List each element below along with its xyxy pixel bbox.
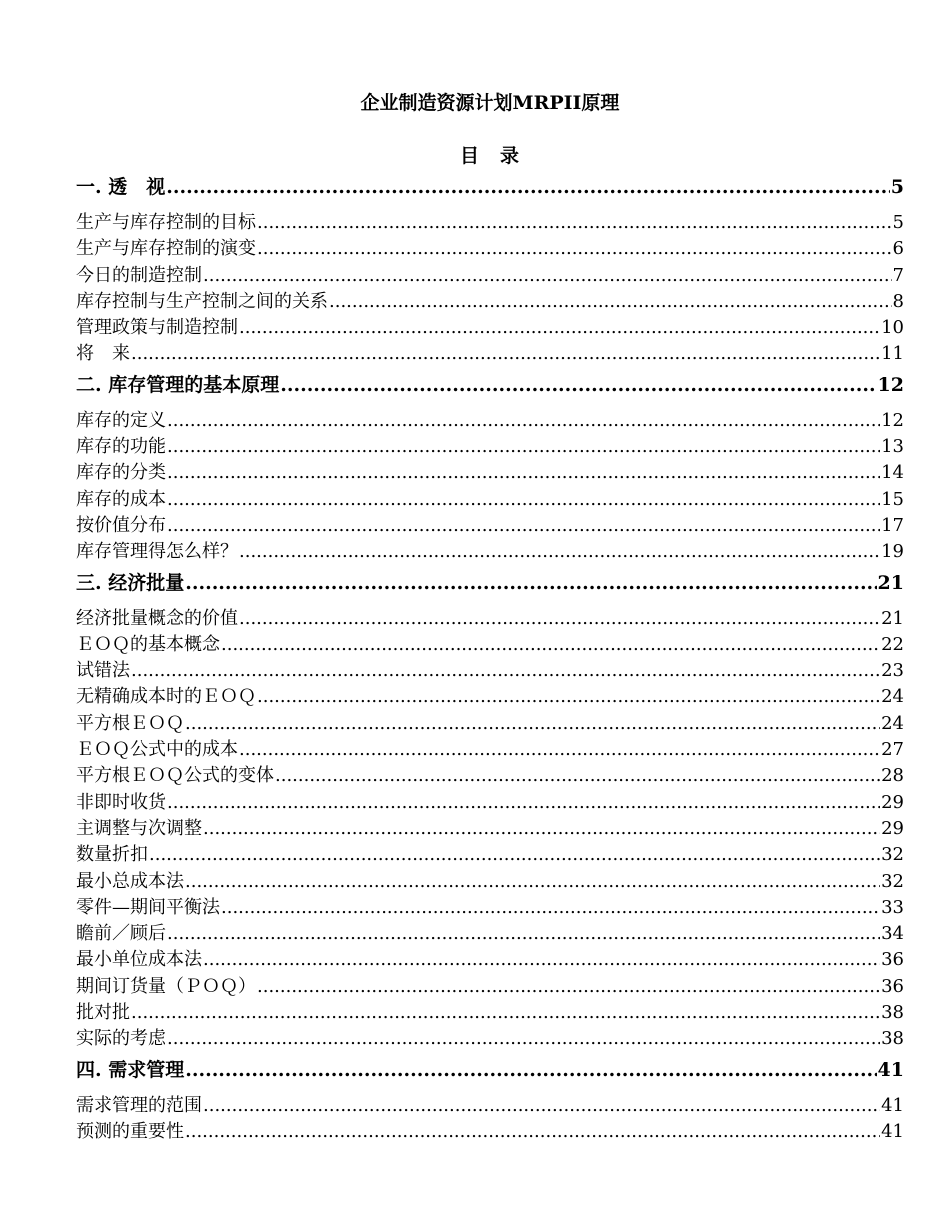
- toc-entry-label: 二. 库存管理的基本原理: [76, 373, 280, 396]
- toc-section-entry[interactable]: [76, 315, 904, 341]
- toc-dot-leader: [131, 341, 880, 367]
- toc-dot-leader: [239, 539, 880, 565]
- toc-dot-leader: [221, 895, 880, 921]
- toc-section-entry[interactable]: [76, 763, 904, 789]
- toc-page-number: 11: [881, 343, 904, 365]
- toc-entry-label: 预测的重要性: [76, 1120, 184, 1142]
- toc-section-entry[interactable]: [76, 1000, 904, 1026]
- document-page: [76, 88, 904, 1145]
- toc-entry-label: 库存的分类: [76, 462, 166, 484]
- toc-section-entry[interactable]: [76, 606, 904, 632]
- toc-page-number: 27: [881, 739, 904, 761]
- toc-section-entry[interactable]: [76, 895, 904, 921]
- toc-dot-leader: [167, 487, 880, 513]
- toc-entry-label: 实际的考虑: [76, 1028, 166, 1050]
- toc-page-number: 15: [881, 488, 904, 510]
- toc-page-number: 38: [881, 1028, 904, 1050]
- toc-section-entry[interactable]: [76, 434, 904, 460]
- toc-entry-label: 生产与库存控制的目标: [76, 212, 256, 233]
- toc-page-number: 12: [877, 373, 904, 396]
- toc-entry-label: 库存控制与生产控制之间的关系: [76, 290, 328, 312]
- toc-entry-label: 数量折扣: [76, 844, 148, 866]
- toc-section-entry[interactable]: [76, 408, 904, 434]
- toc-dot-leader: [166, 174, 890, 200]
- toc-dot-leader: [280, 372, 876, 398]
- toc-page-number: 14: [881, 462, 904, 484]
- toc-entry-label: 零件—期间平衡法: [76, 896, 220, 918]
- toc-section-entry[interactable]: [76, 816, 904, 842]
- toc-section-entry[interactable]: [76, 711, 904, 737]
- toc-entry-label: 非即时收货: [76, 791, 166, 813]
- toc-entry-label: 平方根ＥＯＱ: [76, 712, 184, 734]
- toc-chapter-entry[interactable]: [76, 570, 904, 596]
- toc-entry-label: 批对批: [76, 1002, 130, 1024]
- toc-section-entry[interactable]: [76, 1093, 904, 1119]
- toc-page-number: 22: [881, 633, 904, 655]
- toc-dot-leader: [275, 763, 880, 789]
- toc-page-number: 5: [892, 212, 904, 233]
- toc-section-entry[interactable]: [76, 632, 904, 658]
- toc-entry-label: 库存的定义: [76, 409, 166, 431]
- toc-dot-leader: [167, 513, 880, 539]
- toc-entry-label: 按价值分布: [76, 514, 166, 536]
- toc-page-number: 28: [881, 765, 904, 787]
- toc-dot-leader: [185, 869, 880, 895]
- toc-dot-leader: [203, 947, 880, 973]
- toc-heading: 目 录: [459, 145, 520, 167]
- toc-section-entry[interactable]: [76, 790, 904, 816]
- toc-dot-leader: [131, 1000, 880, 1026]
- toc-entry-label: 期间订货量（ＰＯＱ）: [76, 975, 256, 997]
- toc-section-entry[interactable]: [76, 947, 904, 973]
- toc-page-number: 29: [881, 817, 904, 839]
- toc-entry-label: 生产与库存控制的演变: [76, 238, 256, 260]
- toc-section-entry[interactable]: [76, 921, 904, 947]
- toc-dot-leader: [185, 1119, 880, 1145]
- toc-section-entry[interactable]: [76, 487, 904, 513]
- toc-page-number: 13: [881, 436, 904, 458]
- toc-dot-leader: [185, 711, 880, 737]
- toc-section-entry[interactable]: [76, 263, 904, 289]
- toc-dot-leader: [167, 790, 880, 816]
- toc-page-number: 21: [881, 607, 904, 629]
- toc-entry-label: 库存管理得怎么样？: [76, 541, 238, 563]
- toc-page-number: 24: [881, 686, 904, 708]
- toc-entry-label: 试错法: [76, 660, 130, 682]
- toc-page-number: 33: [881, 896, 904, 918]
- toc-dot-leader: [131, 658, 880, 684]
- toc-entry-label: 最小总成本法: [76, 870, 184, 892]
- toc-page-number: 12: [881, 409, 904, 431]
- toc-entry-label: 管理政策与制造控制: [76, 317, 238, 339]
- toc-dot-leader: [257, 236, 892, 262]
- toc-entry-label: ＥＯＱ公式中的成本: [76, 739, 238, 761]
- toc-page-number: 36: [881, 949, 904, 971]
- toc-dot-leader: [185, 570, 876, 596]
- toc-entry-label: 主调整与次调整: [76, 817, 202, 839]
- toc-entry-label: 四. 需求管理: [76, 1058, 185, 1081]
- toc-dot-leader: [257, 210, 892, 236]
- toc-page-number: 7: [892, 264, 904, 286]
- toc-page-number: 19: [881, 541, 904, 563]
- toc-section-entry[interactable]: [76, 842, 904, 868]
- toc-page-number: 32: [881, 870, 904, 892]
- toc-section-entry[interactable]: [76, 513, 904, 539]
- toc-page-number: 23: [881, 660, 904, 682]
- toc-entry-label: 需求管理的范围: [76, 1094, 202, 1116]
- toc-page-number: 41: [881, 1120, 904, 1142]
- toc-dot-leader: [257, 974, 880, 1000]
- toc-dot-leader: [167, 434, 880, 460]
- toc-dot-leader: [239, 737, 880, 763]
- toc-entry-label: 平方根ＥＯＱ公式的变体: [76, 765, 274, 787]
- toc-page-number: 34: [881, 923, 904, 945]
- toc-page-number: 10: [881, 317, 904, 339]
- toc-section-entry[interactable]: [76, 869, 904, 895]
- toc-section-entry[interactable]: [76, 1119, 904, 1145]
- toc-section-entry[interactable]: [76, 210, 904, 236]
- toc-dot-leader: [239, 315, 880, 341]
- toc-entry-label: 一. 透 视: [76, 176, 166, 198]
- toc-section-entry[interactable]: [76, 1026, 904, 1052]
- toc-page-number: 21: [877, 571, 904, 594]
- toc-section-entry[interactable]: [76, 974, 904, 1000]
- toc-section-entry[interactable]: [76, 539, 904, 565]
- toc-page-number: 36: [881, 975, 904, 997]
- toc-section-entry[interactable]: [76, 289, 904, 315]
- toc-chapter-entry[interactable]: [76, 1057, 904, 1083]
- toc-entry-label: 库存的功能: [76, 436, 166, 458]
- toc-entry-label: 库存的成本: [76, 488, 166, 510]
- toc-dot-leader: [203, 1093, 880, 1119]
- toc-page-number: 32: [881, 844, 904, 866]
- toc-dot-leader: [149, 842, 880, 868]
- toc-section-entry[interactable]: [76, 737, 904, 763]
- toc-section-entry[interactable]: [76, 341, 904, 367]
- toc-dot-leader: [239, 606, 880, 632]
- toc-page-number: 5: [890, 176, 904, 198]
- toc-page-number: 29: [881, 791, 904, 813]
- toc-dot-leader: [167, 460, 880, 486]
- toc-page-number: 41: [877, 1058, 904, 1081]
- toc-dot-leader: [257, 684, 880, 710]
- toc-page-number: 24: [881, 712, 904, 734]
- toc-chapter-entry[interactable]: [76, 174, 904, 200]
- toc-dot-leader: [203, 816, 880, 842]
- toc-entry-label: 将 来: [76, 343, 130, 365]
- toc-page-number: 41: [881, 1094, 904, 1116]
- document-title: 企业制造资源计划MRPII原理: [360, 92, 620, 114]
- toc-entry-label: ＥＯＱ的基本概念: [76, 633, 220, 655]
- toc-section-entry[interactable]: [76, 684, 904, 710]
- toc-dot-leader: [185, 1057, 876, 1083]
- toc-entry-label: 无精确成本时的ＥＯＱ: [76, 686, 256, 708]
- toc-entry-label: 三. 经济批量: [76, 571, 185, 594]
- toc-dot-leader: [167, 1026, 880, 1052]
- toc-dot-leader: [167, 921, 880, 947]
- toc-entry-label: 经济批量概念的价值: [76, 607, 238, 629]
- table-of-contents: [76, 174, 904, 1145]
- toc-section-entry[interactable]: [76, 460, 904, 486]
- toc-entry-label: 最小单位成本法: [76, 949, 202, 971]
- toc-dot-leader: [329, 289, 892, 315]
- toc-entry-label: 瞻前／顾后: [76, 923, 166, 945]
- toc-section-entry[interactable]: [76, 236, 904, 262]
- toc-entry-label: 今日的制造控制: [76, 264, 202, 286]
- toc-dot-leader: [167, 408, 880, 434]
- toc-page-number: 17: [881, 514, 904, 536]
- toc-chapter-entry[interactable]: [76, 372, 904, 398]
- toc-page-number: 38: [881, 1002, 904, 1024]
- toc-page-number: 6: [892, 238, 904, 260]
- toc-dot-leader: [221, 632, 880, 658]
- toc-dot-leader: [203, 263, 892, 289]
- toc-page-number: 8: [892, 290, 904, 312]
- toc-section-entry[interactable]: [76, 658, 904, 684]
